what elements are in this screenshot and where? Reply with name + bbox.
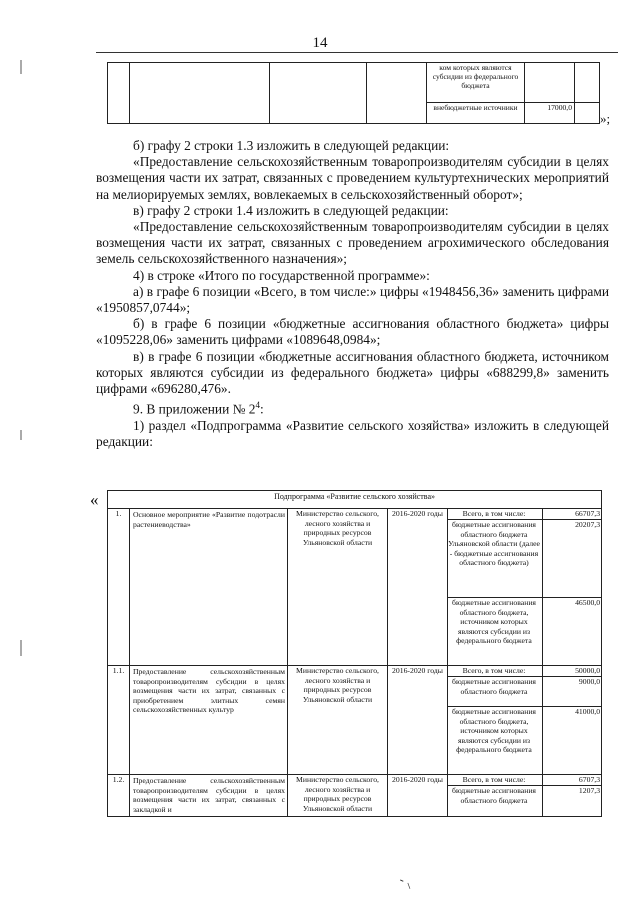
- source-value: 1207,3: [578, 786, 601, 795]
- paragraph: а) в графе 6 позиции «Всего, в том числе:» цифры «1948456,36» заменить цифрами «1950857,0744»;: [96, 283, 609, 316]
- source-label: внебюджетные источники: [427, 103, 525, 124]
- funding-sources: [448, 509, 602, 666]
- funding-line: [448, 509, 601, 519]
- row-number: 1.1.: [108, 666, 130, 775]
- source-label: бюджетные ассигнования областного бюджета Ульяновской области (далее - бюджетные ассигнования областного бюджета): [448, 520, 540, 568]
- table-row: [108, 666, 602, 775]
- closing-quote: »;: [600, 111, 611, 126]
- executor: Министерство сельского, лесного хозяйства и природных ресурсов Ульяновской области: [288, 666, 388, 775]
- executor: Министерство сельского, лесного хозяйства и природных ресурсов Ульяновской области: [288, 509, 388, 666]
- page-number: 14: [312, 35, 328, 51]
- paragraph: 4) в строке «Итого по государственной программе»:: [133, 267, 430, 283]
- source-value: 46500,0: [575, 598, 601, 607]
- table-cell: [130, 63, 270, 124]
- funding-line: [448, 666, 601, 676]
- table-cell: [108, 63, 130, 124]
- subprogram-header: Подпрограмма «Развитие сельского хозяйства»: [108, 491, 602, 509]
- source-label: бюджетные ассигнования областного бюджета: [452, 677, 536, 696]
- funding-line: [448, 519, 601, 597]
- paragraph-text: 9. В приложении № 2: [133, 401, 256, 417]
- paragraph: б) в графе 6 позиции «бюджетные ассигнования областного бюджета» цифры «1095228,06» заменить цифрами «1089648,0984»;: [96, 316, 609, 348]
- source-value: 66707,3: [575, 509, 601, 518]
- paragraph-text: :: [259, 401, 264, 417]
- executor: Министерство сельского, лесного хозяйства и природных ресурсов Ульяновской области: [288, 775, 388, 817]
- funding-line: [448, 775, 601, 785]
- row-number: 1.2.: [108, 775, 130, 817]
- measure-name: Предоставление сельскохозяйственным товаропроизводителям субсидии в целях возмещения части их затрат, связанных с закладкой и: [130, 775, 288, 817]
- paragraph: б) графу 2 строки 1.3 изложить в следующей редакции:: [133, 138, 450, 153]
- table-row: [108, 775, 602, 817]
- source-label: ком которых являются субсидии из федерального бюджета: [427, 63, 525, 103]
- funding-line: [448, 597, 601, 665]
- funding-sources: [448, 666, 602, 775]
- years: 2016-2020 годы: [388, 509, 448, 666]
- amendment-text: [96, 138, 609, 450]
- source-label: бюджетные ассигнования областного бюджета, источником которых являются субсидии из федерального бюджета: [452, 598, 536, 646]
- table-cell: [575, 63, 600, 103]
- years: 2016-2020 годы: [388, 666, 448, 775]
- previous-table-tail: [107, 62, 600, 124]
- source-label: Всего, в том числе:: [462, 775, 526, 784]
- paragraph: 1) раздел «Подпрограмма «Развитие сельского хозяйства» изложить в следующей редакции:: [96, 417, 609, 450]
- funding-line: [448, 785, 601, 816]
- scan-artifact: - ⸜: [397, 871, 417, 892]
- scan-edge-mark: [20, 640, 22, 656]
- source-value: 50000,0: [575, 666, 601, 675]
- source-label: Всего, в том числе:: [462, 666, 526, 675]
- measure-name: Основное мероприятие «Развитие подотрасли растениеводства»: [130, 509, 288, 666]
- table-cell: [270, 63, 367, 124]
- paragraph: «Предоставление сельскохозяйственным товаропроизводителям субсидии в целях возмещения части их затрат, связанных с проведением агрохимического обследования земель сельскохозяйственного назначения»;: [96, 219, 609, 267]
- paragraph: [96, 397, 609, 418]
- row-number: 1.: [108, 509, 130, 666]
- source-value: 9000,0: [578, 677, 601, 686]
- source-value: 6707,3: [578, 775, 601, 784]
- source-label: бюджетные ассигнования областного бюджета, источником которых являются субсидии из федерального бюджета: [452, 707, 536, 755]
- paragraph: в) графу 2 строки 1.4 изложить в следующей редакции:: [133, 202, 449, 218]
- source-value: 20207,3: [575, 520, 601, 529]
- source-value: 17000,0: [525, 103, 575, 124]
- source-value: [525, 63, 575, 103]
- paragraph: «Предоставление сельскохозяйственным товаропроизводителям субсидии в целях возмещения части их затрат, связанных с проведением культуртехнических мероприятий на мелиорируемых землях, вовлекаемых в сельскохозяйственный оборот»;: [96, 154, 609, 202]
- source-label: бюджетные ассигнования областного бюджета: [452, 786, 536, 805]
- source-value: 41000,0: [575, 707, 601, 716]
- table-row: [108, 509, 602, 666]
- top-rule: [96, 52, 618, 53]
- scan-edge-mark: [20, 60, 22, 74]
- table-cell: [367, 63, 427, 124]
- opening-quote: «: [90, 490, 99, 509]
- funding-sources: [448, 775, 602, 817]
- paragraph: в) в графе 6 позиции «бюджетные ассигнования областного бюджета, источником которых являются субсидии из федерального бюджета» цифры «688299,8» заменить цифрами «696280,476».: [96, 348, 609, 397]
- scan-edge-mark: [20, 430, 22, 440]
- measure-name: Предоставление сельскохозяйственным товаропроизводителям субсидии в целях возмещения части их затрат, связанных с приобретением элитных семян сельскохозяйственных культур: [130, 666, 288, 775]
- source-label: Всего, в том числе:: [462, 509, 526, 518]
- years: 2016-2020 годы: [388, 775, 448, 817]
- subprogram-table: [107, 490, 602, 817]
- funding-line: [448, 706, 601, 774]
- table-cell: [575, 103, 600, 124]
- funding-line: [448, 676, 601, 706]
- superscript: 4: [255, 400, 260, 411]
